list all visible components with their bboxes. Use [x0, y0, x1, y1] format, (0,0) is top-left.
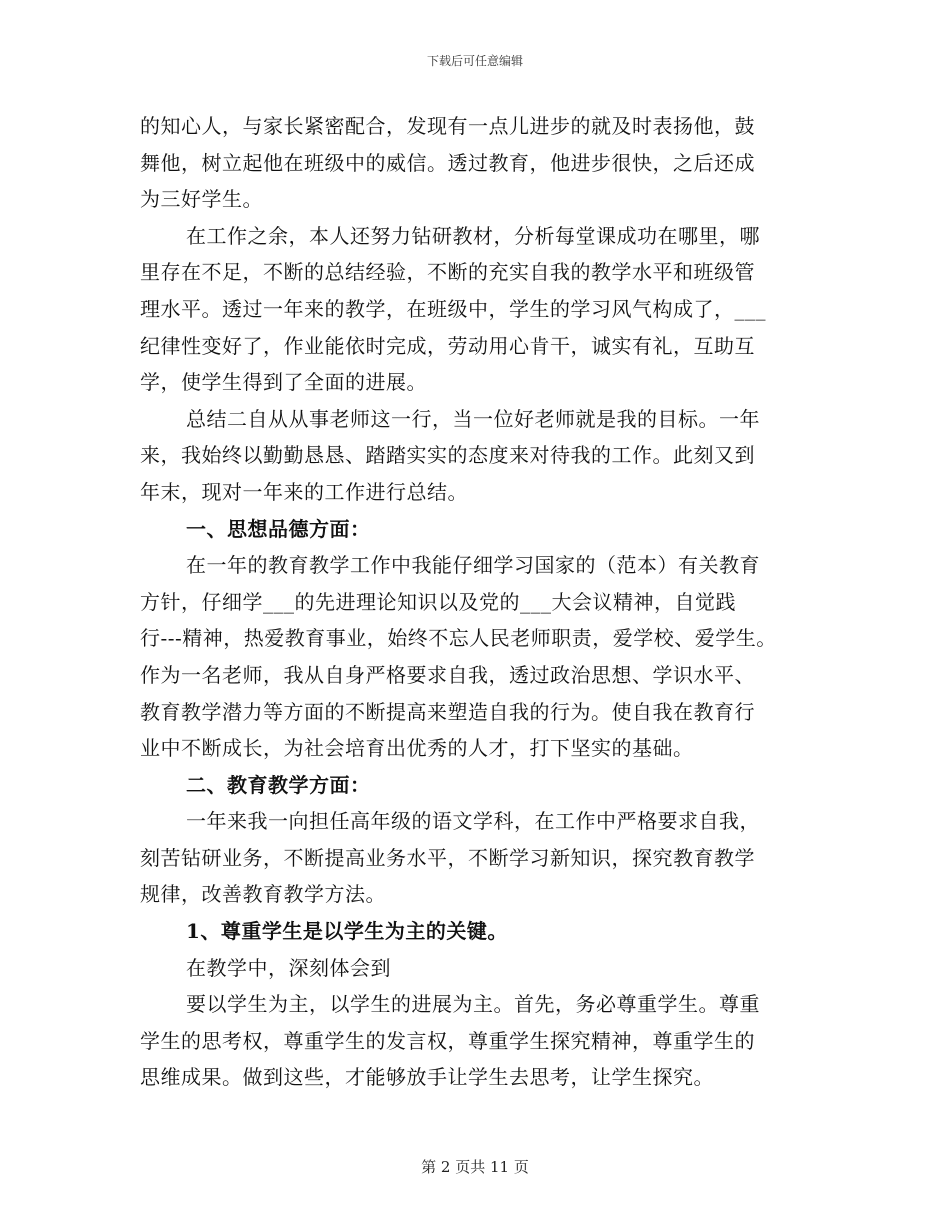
paragraph-line: 来，我始终以勤勤恳恳、踏踏实实的态度来对待我的工作。此刻又到	[140, 443, 755, 468]
paragraph-line: 要以学生为主，以学生的进展为主。首先，务必尊重学生。尊重	[186, 992, 760, 1017]
paragraph-line: 总结二自从从事老师这一行，当一位好老师就是我的目标。一年	[186, 406, 760, 431]
paragraph-line: 为三好学生。	[140, 187, 263, 212]
paragraph-line: 教育教学潜力等方面的不断提高来塑造自我的行为。使自我在教育行	[140, 699, 755, 724]
paragraph-line: 的知心人，与家长紧密配合，发现有一点儿进步的就及时表扬他，鼓	[140, 114, 755, 138]
paragraph-line: 规律，改善教育教学方法。	[140, 882, 386, 907]
paragraph-line: 行---精神，热爱教育事业，始终不忘人民老师职责，爱学校、爱学生。	[140, 626, 777, 651]
subsection-heading: 1、尊重学生是以学生为主的关键。	[186, 919, 508, 944]
paragraph-line: 在教学中，深刻体会到	[186, 955, 391, 980]
section-heading: 一、思想品德方面：	[186, 516, 371, 541]
paragraph-line: 在工作之余，本人还努力钻研教材，分析每堂课成功在哪里，哪	[186, 223, 760, 248]
paragraph-line: 业中不断成长，为社会培育出优秀的人才，打下坚实的基础。	[140, 736, 694, 761]
paragraph-line: 在一年的教育教学工作中我能仔细学习国家的（范本）有关教育	[186, 553, 760, 578]
paragraph-line: 年末，现对一年来的工作进行总结。	[140, 479, 468, 504]
page-header: 下载后可任意编辑	[426, 54, 523, 68]
document-body	[140, 108, 830, 1096]
paragraph-line: 作为一名老师，我从自身严格要求自我，透过政治思想、学识水平、	[140, 662, 755, 687]
paragraph-line: 纪律性变好了，作业能依时完成，劳动用心肯干，诚实有礼，互助互	[140, 333, 755, 358]
section-heading: 二、教育教学方面：	[186, 772, 371, 797]
paragraph-line: 思维成果。做到这些，才能够放手让学生去思考，让学生探究。	[140, 1065, 714, 1090]
paragraph-line: 里存在不足，不断的总结经验，不断的充实自我的教学水平和班级管	[140, 260, 755, 285]
paragraph-line: 方针，仔细学___的先进理论知识以及党的___大会议精神，自觉践	[140, 589, 736, 614]
paragraph-line: 学，使学生得到了全面的进展。	[140, 370, 427, 395]
paragraph-line: 理水平。透过一年来的教学，在班级中，学生的学习风气构成了，___	[140, 296, 766, 321]
page-number-footer: 第 2 页共 11 页	[421, 1158, 529, 1176]
paragraph-line: 舞他，树立起他在班级中的威信。透过教育，他进步很快，之后还成	[140, 150, 755, 175]
paragraph-line: 刻苦钻研业务，不断提高业务水平，不断学习新知识，探究教育教学	[140, 845, 755, 870]
paragraph-line: 学生的思考权，尊重学生的发言权，尊重学生探究精神，尊重学生的	[140, 1028, 755, 1053]
paragraph-line: 一年来我一向担任高年级的语文学科，在工作中严格要求自我，	[186, 809, 760, 834]
